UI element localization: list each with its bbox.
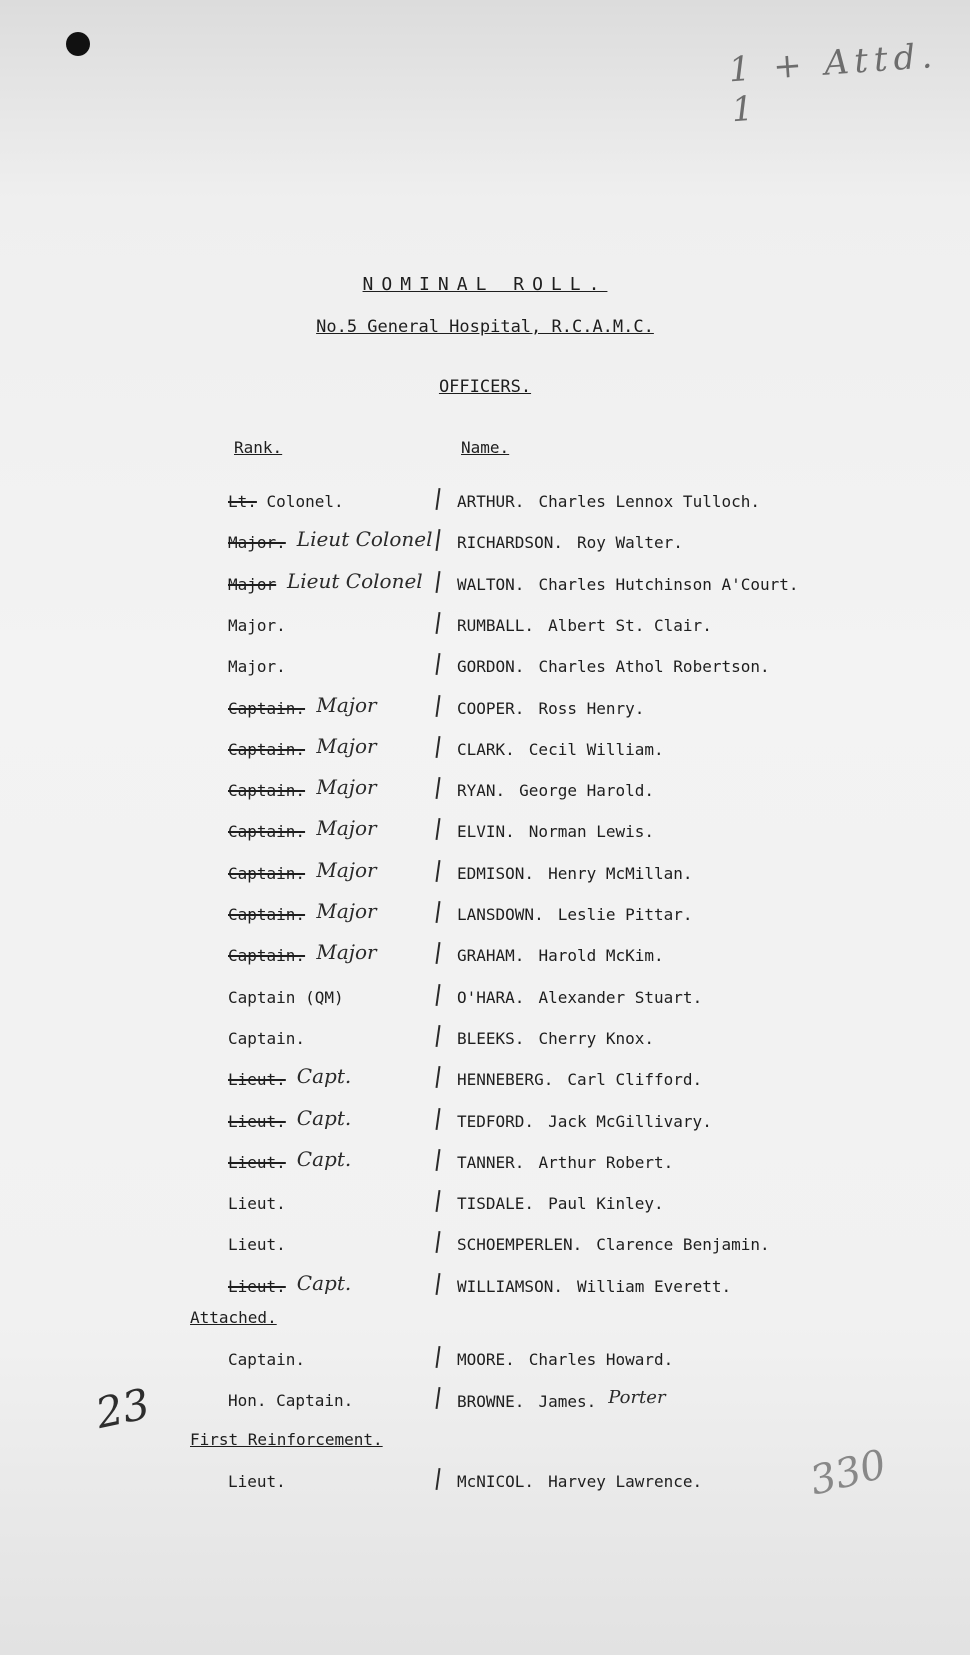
officer-row [0, 1235, 970, 1271]
handwritten-rank: Capt. [296, 1064, 352, 1089]
officer-rank [228, 1194, 286, 1213]
surname: GRAHAM. [457, 946, 525, 966]
margin-number-right: 330 [805, 1441, 891, 1505]
officer-row [0, 1105, 970, 1148]
handwritten-rank: Major [316, 733, 377, 758]
officer-rank [228, 1153, 286, 1172]
officer-rank [228, 1029, 305, 1048]
margin-number-left: 23 [91, 1378, 154, 1439]
listed-name [457, 1387, 666, 1412]
officer-name [457, 657, 770, 676]
given-names: Carl Clifford. [567, 1070, 703, 1090]
struck-rank: Captain. [228, 946, 306, 966]
given-names: Harvey Lawrence. [548, 1472, 703, 1491]
struck-rank: Captain. [228, 905, 306, 924]
officer-name [457, 492, 760, 511]
given-names: George Harold. [519, 781, 655, 801]
check-mark [435, 1149, 440, 1171]
given-names: Paul Kinley. [548, 1194, 664, 1214]
struck-rank: Captain. [228, 822, 306, 842]
surname: RYAN. [457, 781, 506, 801]
struck-rank: Major [228, 574, 277, 594]
handwritten-rank: Major [316, 899, 377, 923]
struck-rank: Captain. [228, 781, 306, 801]
officer-name [457, 822, 654, 841]
handwritten-rank: Lieut Colonel [287, 568, 423, 593]
officer-name [457, 699, 644, 718]
officer-row [0, 527, 970, 569]
given-names: Roy Walter. [576, 533, 683, 553]
surname: COOPER. [457, 698, 525, 718]
officer-name [457, 1277, 731, 1296]
surname: RICHARDSON. [457, 533, 563, 553]
surname: EDMISON. [457, 863, 535, 883]
listed-row [0, 1350, 970, 1386]
surname: SCHOEMPERLEN. [457, 1235, 583, 1255]
given-names: Ross Henry. [538, 698, 645, 718]
surname: TEDFORD. [457, 1111, 535, 1131]
check-mark [435, 984, 440, 1006]
struck-rank: Lieut. [228, 1070, 286, 1090]
rank-text: Lieut. [228, 1235, 286, 1255]
listed-rank: Captain. [228, 1350, 306, 1369]
given-names: Cherry Knox. [538, 1028, 655, 1048]
given-names: William Everett. [576, 1276, 732, 1296]
surname: O'HARA. [457, 987, 525, 1007]
surname: RUMBALL. [457, 615, 535, 635]
officer-rank [228, 657, 286, 676]
check-mark [435, 1231, 440, 1253]
officer-row [0, 816, 970, 858]
officer-rank [228, 946, 305, 965]
officer-row [0, 899, 970, 941]
check-mark [435, 694, 440, 716]
document-title: NOMINAL ROLL. [362, 274, 608, 295]
check-mark [435, 653, 440, 675]
rank-text: Major. [228, 657, 286, 677]
officer-rank [228, 905, 305, 924]
listed-name [457, 1350, 673, 1369]
given-names: Alexander Stuart. [538, 987, 703, 1007]
officer-name [457, 1194, 664, 1213]
surname: McNICOL. [457, 1472, 535, 1491]
officer-name [457, 1070, 702, 1089]
officer-name [457, 905, 693, 924]
officer-name [457, 533, 683, 552]
officer-row [0, 492, 970, 528]
rank-text: Colonel. [266, 492, 344, 511]
officer-row [0, 1029, 970, 1065]
given-names: Albert St. Clair. [548, 615, 712, 635]
handwritten-rank: Major [316, 857, 377, 882]
struck-rank: Captain. [228, 739, 306, 759]
surname: ELVIN. [457, 822, 515, 842]
officer-rank [228, 822, 305, 841]
check-mark [435, 1468, 440, 1490]
struck-rank: Lieut. [228, 1111, 286, 1131]
officer-row [0, 988, 970, 1024]
given-names: Charles Athol Robertson. [538, 657, 770, 677]
officer-rank [228, 740, 305, 759]
handwritten-name: Porter [608, 1387, 666, 1408]
given-names: Arthur Robert. [538, 1152, 674, 1172]
given-names: Charles Hutchinson A'Court. [538, 574, 799, 594]
punch-hole [66, 32, 90, 56]
handwritten-rank: Capt. [296, 1105, 352, 1130]
given-names: Leslie Pittar. [557, 905, 693, 924]
name-header: Name. [461, 438, 510, 457]
handwritten-rank: Major [316, 816, 377, 841]
handwritten-rank: Capt. [296, 1270, 352, 1295]
officer-rank [228, 699, 305, 718]
officer-name [457, 946, 664, 965]
officer-name [457, 988, 702, 1007]
officer-rank [228, 1112, 286, 1131]
given-names: Harold McKim. [538, 946, 664, 966]
given-names: Clarence Benjamin. [596, 1235, 770, 1255]
struck-rank: Captain. [228, 863, 306, 883]
struck-rank: Lt. [228, 492, 257, 511]
check-mark [435, 1066, 440, 1088]
handwritten-rank: Major [316, 692, 377, 717]
check-mark [435, 612, 440, 634]
officer-name [457, 781, 654, 800]
surname: HENNEBERG. [457, 1070, 554, 1090]
struck-rank: Major. [228, 533, 286, 553]
officer-rank [228, 1277, 286, 1296]
surname: MOORE. [457, 1350, 515, 1369]
surname: ARTHUR. [457, 492, 525, 511]
listed-rank: Hon. Captain. [228, 1391, 354, 1410]
surname: BROWNE. [457, 1392, 525, 1411]
check-mark [435, 488, 440, 510]
officer-rank [228, 575, 276, 594]
officer-name [457, 740, 664, 759]
officer-name [457, 1112, 712, 1131]
officer-name [457, 864, 693, 883]
surname: WALTON. [457, 574, 525, 594]
officer-row [0, 940, 970, 982]
check-mark [435, 1346, 440, 1368]
surname: BLEEKS. [457, 1028, 525, 1048]
given-names: Charles Lennox Tulloch. [538, 492, 760, 511]
check-mark [435, 1273, 440, 1295]
unit-name: No.5 General Hospital, R.C.A.M.C. [316, 317, 654, 337]
officer-row [0, 616, 970, 652]
officer-rank [228, 533, 286, 552]
check-mark [435, 860, 440, 882]
handwritten-rank: Capt. [296, 1146, 352, 1171]
surname: LANSDOWN. [457, 905, 544, 924]
officer-row [0, 657, 970, 693]
officer-row [0, 775, 970, 817]
rank-text: Captain (QM) [228, 987, 344, 1007]
corner-pencil-note: 1 + Attd. 1 [727, 35, 940, 131]
struck-rank: Lieut. [228, 1152, 286, 1172]
officer-name [457, 1029, 654, 1048]
surname: CLARK. [457, 739, 515, 759]
rank-text: Major. [228, 615, 286, 635]
section-title: OFFICERS. [438, 377, 532, 397]
officer-name [457, 1235, 770, 1254]
given-names: Jack McGillivary. [548, 1111, 712, 1131]
check-mark [435, 529, 440, 551]
officer-row [0, 733, 970, 776]
officer-row [0, 1270, 970, 1313]
officer-row [0, 568, 970, 611]
surname: TANNER. [457, 1152, 525, 1172]
check-mark [435, 777, 440, 799]
check-mark [435, 736, 440, 758]
listed-rank: Lieut. [228, 1472, 286, 1491]
officer-name [457, 616, 712, 635]
rank-text: Captain. [228, 1028, 306, 1048]
given-names: James. [538, 1392, 597, 1411]
given-names: Henry McMillan. [548, 863, 693, 883]
officer-rank [228, 1235, 286, 1254]
given-names: Cecil William. [528, 739, 664, 759]
officer-row [0, 692, 970, 735]
check-mark [435, 942, 440, 964]
officer-name [457, 1153, 673, 1172]
check-mark [435, 901, 440, 923]
given-names: Charles Howard. [528, 1350, 674, 1369]
surname: WILLIAMSON. [457, 1276, 563, 1296]
check-mark [435, 1190, 440, 1212]
officer-rank [228, 864, 305, 883]
struck-rank: Captain. [228, 698, 306, 718]
check-mark [435, 818, 440, 840]
struck-rank: Lieut. [228, 1276, 286, 1296]
check-mark [435, 1025, 440, 1047]
rank-header: Rank. [234, 438, 283, 457]
handwritten-rank: Major [316, 775, 377, 800]
attached-title: Attached. [190, 1308, 277, 1327]
listed-name [457, 1472, 702, 1491]
officer-row [0, 857, 970, 900]
handwritten-rank: Lieut Colonel [296, 527, 433, 552]
officer-rank [228, 616, 286, 635]
officer-rank [228, 781, 305, 800]
rank-text: Lieut. [228, 1194, 286, 1214]
surname: TISDALE. [457, 1194, 535, 1214]
check-mark [435, 1107, 440, 1129]
surname: GORDON. [457, 657, 525, 677]
officer-row [0, 1064, 970, 1106]
officer-rank [228, 1070, 286, 1089]
officer-row [0, 1146, 970, 1189]
officer-row [0, 1194, 970, 1230]
reinforcement-title: First Reinforcement. [190, 1430, 383, 1449]
handwritten-rank: Major [316, 940, 377, 965]
given-names: Norman Lewis. [528, 822, 655, 842]
check-mark [435, 571, 440, 593]
officer-name [457, 575, 799, 594]
check-mark [435, 1387, 440, 1409]
officer-rank [228, 492, 344, 511]
officer-rank [228, 988, 344, 1007]
